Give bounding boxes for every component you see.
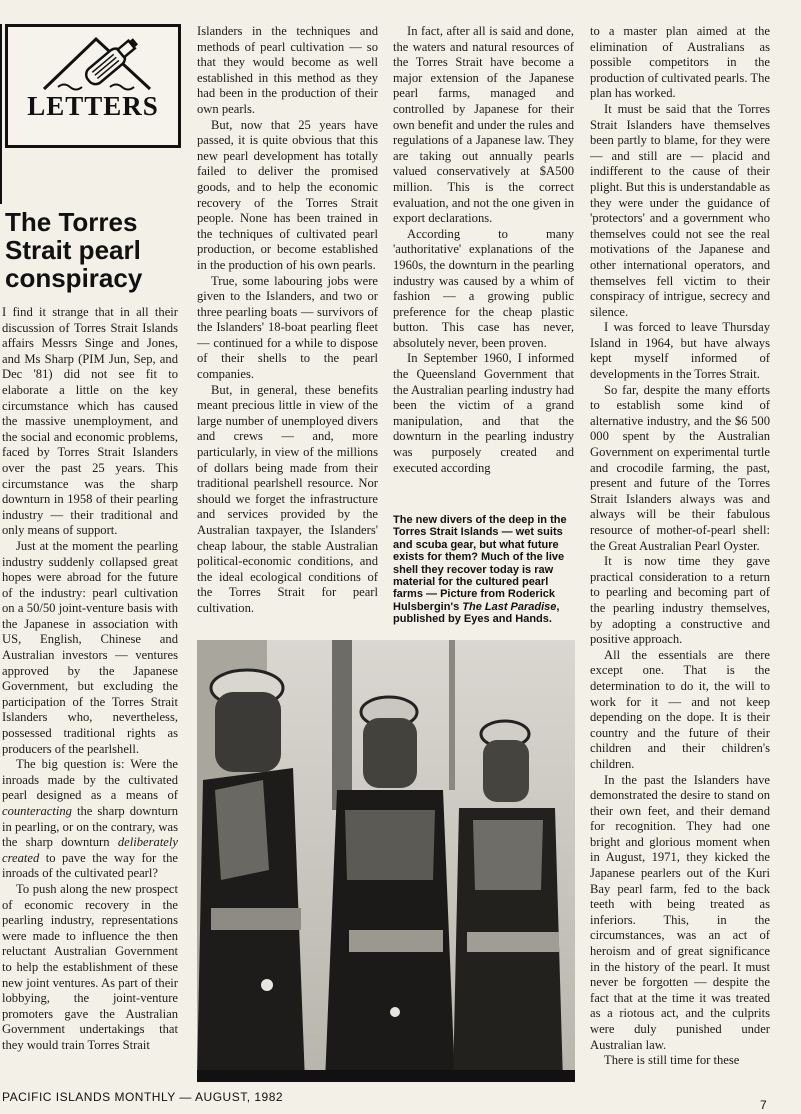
paragraph: In fact, after all is said and done, the waters and natural resources of the Torres Strait have become a major extension of the Japanese pearl farms, managed and controlled by Japanese for their own benefit and under the rules and regulations of a Japanese law. They are taking out annually pearls valued conservatively at $A500 million. This is the correct evaluation, and not the one given in export declarations. (393, 24, 574, 226)
letters-section-logo (5, 24, 181, 148)
text-column-4 (590, 24, 770, 1086)
page-number: 7 (760, 1098, 767, 1112)
paragraph: In September 1960, I informed the Queensland Government that the Australian pearling industry had been the victim of a grand manipulation, and that the downturn in the pearling industry was purposely created and executed according (393, 351, 574, 475)
paragraph: I was forced to leave Thursday Island in 1964, but have always kept myself informed of developments in the Torres Strait. (590, 320, 770, 382)
section-rule (0, 24, 2, 204)
paragraph: So far, despite the many efforts to establish some kind of alternative industry, and the $6 500 000 spent by the Australian Government on experimental turtle and crocodile farming, the past, present and future of the Torres Strait Islanders always was and always will be their fabulous resource of mother-of-pearl shell: the Great Australian Pearl Oyster. (590, 382, 770, 553)
paragraph: According to many 'authoritative' explanations of the 1960s, the downturn in the pearling industry was caused by a whim of fashion — a growing public preference for the cheap plastic button. This case has never, absolutely never, been proven. (393, 226, 574, 350)
book-title: The Last Paradise (462, 600, 557, 613)
paragraph: Islanders in the techniques and methods of pearl cultivation — so that they would become as well established in this method as they had been in the production of their own pearls. (197, 24, 378, 116)
paragraph: The big question is: Were the inroads made by the cultivated pearl designed as a means of counteracting the sharp downturn in pearling, or on the contrary, was the sharp downturn deliberately created to pave the way for the inroads of the cultivated pearl? (2, 757, 178, 881)
divers-photo (197, 640, 575, 1082)
text-column-2 (197, 24, 378, 636)
headline-line-2: Strait pearl (5, 235, 141, 265)
headline-line-1: The Torres (5, 207, 138, 237)
emphasis: counteracting (2, 804, 72, 818)
paragraph: Just at the moment the pearling industry suddenly collapsed great hopes were abroad for the future of the industry: pearl cultivation on a 50/50 joint-venture basis with the Japanese in association with US, English, Chinese and Australian investors — ventures approved by the Japanese Government, but excluding the participation of the Torres Strait Islanders who, nevertheless, possessed traditional rights as producers of the pearlshell. (2, 538, 178, 756)
article-headline (5, 208, 183, 292)
paragraph: To push along the new prospect of economic recovery in the pearling industry, representations were made to influence the then reluctant Australian Government to help the establishment of these new joint ventures. As part of their lobbying, the joint-venture promoters gave the Australian Government undertakings that they would train Torres Strait (2, 881, 178, 1052)
paragraph: True, some labouring jobs were given to the Islanders, and two or three pearling boats — survivors of the Islanders' 18-boat pearling fleet — continued for a while to dispose of their shells to the pearl companies. (197, 273, 378, 382)
paragraph: All the essentials are there except one. That is the determination to do it, the will to work for it — and not keep depending on the dope. It is their country and the future of their children and their children's children. (590, 647, 770, 771)
photo-caption: The new divers of the deep in the Torres Strait Islands — wet suits and scuba gear, but what future exists for them? Much of the live shell they recover today is raw material for the cultured pearl farms — Picture from Roderick Hulsbergin's The Last Paradise, published by Eyes and Hands. (393, 514, 567, 626)
paragraph: It must be said that the Torres Strait Islanders have themselves been partly to blame, for they were — and still are — placid and indifferent to the cause of their plight. But this is understandable as they were under the guidance of 'protectors' and a government who themselves could not see the real motivations of the Japanese and other international operators, and themselves fell victim to their conspiracy of intrigue, secrecy and silence. (590, 101, 770, 319)
footer-publication: PACIFIC ISLANDS MONTHLY — AUGUST, 1982 (2, 1090, 284, 1104)
emphasis: deliberately created (2, 835, 178, 865)
paragraph: But, in general, these benefits meant precious little in view of the large number of unemployed divers and crews — and, more particularly, in view of the millions of dollars being made from their traditional pearlshell resource. Nor should we forget the infrastructure and services provided by the Australian taxpayer, the Islanders' cheap labour, the stable Australian political-economic conditions, and the ideal ecological conditions of the Torres Strait for pearl cultivation. (197, 382, 378, 615)
paragraph: There is still time for these (604, 1053, 740, 1068)
paragraph: to a master plan aimed at the elimination of Australians as possible competitors in the production of cultivated pearls. The plan has worked. (590, 24, 770, 101)
text-column-1 (2, 305, 178, 1085)
message-in-bottle-icon (38, 31, 158, 93)
divers-illustration (197, 640, 575, 1082)
paragraph: In the past the Islanders have demonstrated the desire to stand on their own feet, and their demand for recognition. They had one bright and glorious moment when in August, 1971, they kicked the Japanese pearlers out of the Kuri Bay pearl farm, fed to the back teeth with being treated as inferiors. This, in the circumstances, was an act of heroism and of great significance in the history of the pearl. It must never be forgotten — despite the fact that at the time it was treated as a riotous act, and the culprits were duly punished under Australian law. (590, 772, 770, 1052)
text-column-3 (393, 24, 574, 492)
headline-line-3: conspiracy (5, 263, 143, 293)
paragraph: But, now that 25 years have passed, it is quite obvious that this new pearl development has totally failed to deliver the promised goods, and to help the economic recovery of the Torres Strait people. None has been trained in the techniques of cultivated pearl production, or become established in the production of his own pearls. (197, 117, 378, 272)
section-title: LETTERS (27, 91, 159, 121)
paragraph: It is now time they gave practical consideration to a return to pearling and becoming part of the pearling industry themselves, by adopting a constructive and positive approach. (590, 554, 770, 647)
paragraph: I find it strange that in all their discussion of Torres Strait Islands affairs Messrs Singe and Jones, and Ms Sharp (PIM Jun, Sep, and Dec '81) did not see fit to elaborate a little on the key circumstance which has caused the massive unemployment, and the social and economic problems, faced by Torres Strait Islanders over the past 25 years. This circumstance was the sharp downturn in 1958 of their pearling industry — their traditional and only means of support. (2, 305, 178, 538)
